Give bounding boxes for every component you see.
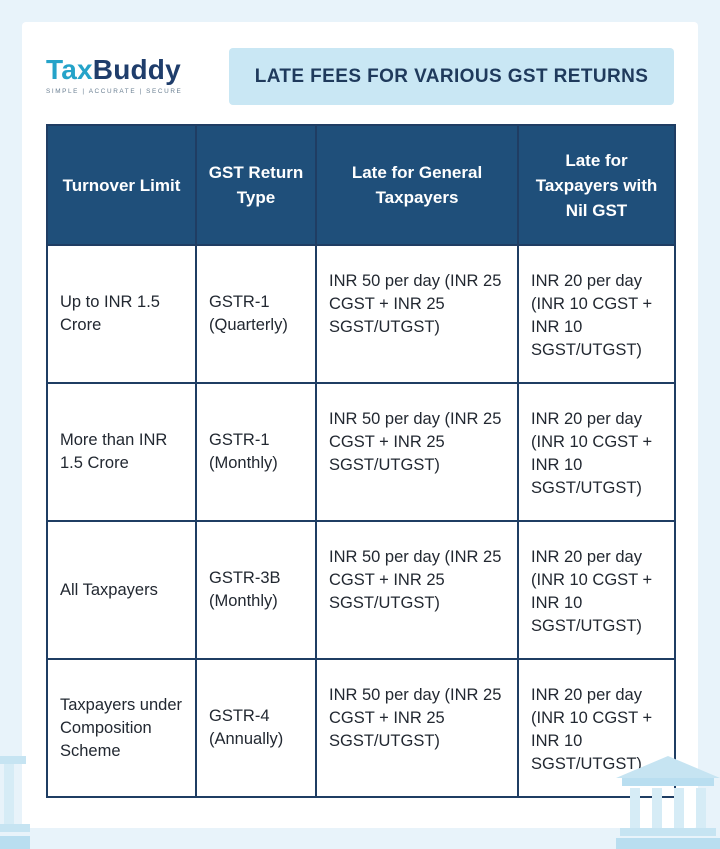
cell-late-general: INR 50 per day (INR 25 CGST + INR 25 SGST/UTGST) (316, 659, 518, 797)
taxbuddy-logo (46, 55, 182, 95)
cell-late-nil: INR 20 per day (INR 10 CGST + INR 10 SGST/UTGST) (518, 245, 675, 383)
header-late-general: Late for General Taxpayers (316, 125, 518, 245)
late-fees-table (46, 124, 676, 798)
page-title: LATE FEES FOR VARIOUS GST RETURNS (254, 65, 649, 87)
cell-turnover: Up to INR 1.5 Crore (47, 245, 196, 383)
cell-return-type: GSTR-1 (Monthly) (196, 383, 316, 521)
header-turnover-limit: Turnover Limit (47, 125, 196, 245)
table-row (47, 245, 675, 383)
cell-return-type: GSTR-1 (Quarterly) (196, 245, 316, 383)
table-row (47, 383, 675, 521)
logo-word-buddy: Buddy (92, 54, 181, 85)
cell-late-general: INR 50 per day (INR 25 CGST + INR 25 SGST/UTGST) (316, 383, 518, 521)
header-late-nil-gst: Late for Taxpayers with Nil GST (518, 125, 675, 245)
cell-return-type: GSTR-4 (Annually) (196, 659, 316, 797)
table-row (47, 521, 675, 659)
pillar-decoration-left (0, 756, 30, 849)
cell-late-nil: INR 20 per day (INR 10 CGST + INR 10 SGST/UTGST) (518, 383, 675, 521)
cell-late-general: INR 50 per day (INR 25 CGST + INR 25 SGST/UTGST) (316, 521, 518, 659)
cell-return-type: GSTR-3B (Monthly) (196, 521, 316, 659)
logo-tagline: SIMPLE | ACCURATE | SECURE (46, 88, 183, 95)
cell-late-general: INR 50 per day (INR 25 CGST + INR 25 SGST/UTGST) (316, 245, 518, 383)
cell-turnover: Taxpayers under Composition Scheme (47, 659, 196, 797)
cell-turnover: More than INR 1.5 Crore (47, 383, 196, 521)
pillar-decoration-right (616, 756, 720, 849)
cell-late-nil: INR 20 per day (INR 10 CGST + INR 10 SGST/UTGST) (518, 521, 675, 659)
logo-wordmark (46, 55, 182, 85)
header-gst-return-type: GST Return Type (196, 125, 316, 245)
cell-late-nil: INR 20 per day (INR 10 CGST + INR 10 SGST/UTGST) (518, 659, 675, 797)
table-row (47, 659, 675, 797)
logo-word-tax: Tax (46, 54, 93, 85)
cell-turnover: All Taxpayers (47, 521, 196, 659)
page-title-banner (229, 48, 674, 105)
table-header-row (47, 125, 675, 245)
